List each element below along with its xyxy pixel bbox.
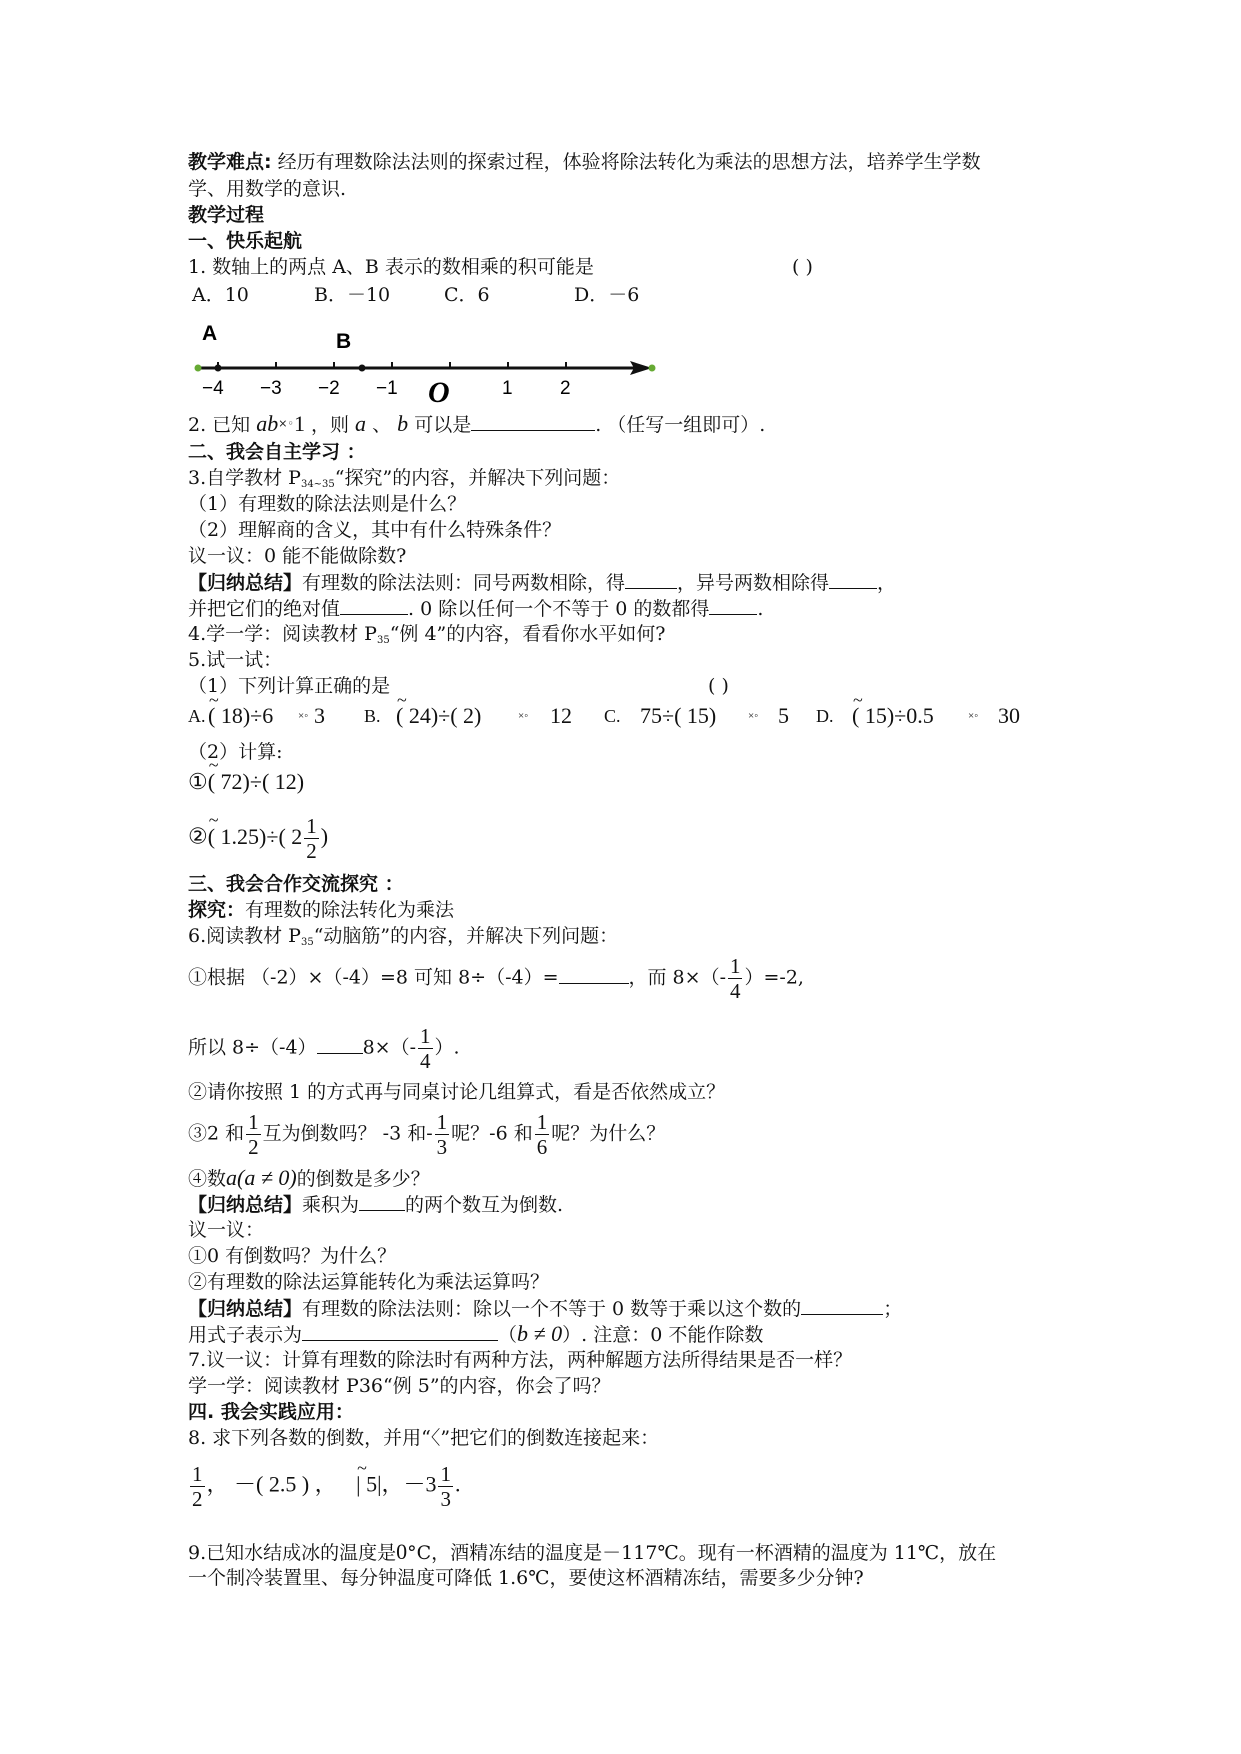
question-8-numbers <box>188 1462 460 1518</box>
explore-text: 有理数的除法转化为乘法 <box>245 899 455 921</box>
goal-line-2: 学、用数学的意识. <box>188 178 347 200</box>
tick-label--3: −3 <box>260 378 282 399</box>
summary-3-blank-1[interactable] <box>801 1296 883 1315</box>
question-2 <box>188 412 765 437</box>
row-1-numerator: 1 <box>729 954 741 978</box>
summary-1-line-2 <box>188 596 763 621</box>
row-2-fraction <box>418 1024 433 1073</box>
question-7: 7.议一议：计算有理数的除法时有两种方法，两种解题方法所得结果是否一样？ <box>188 1349 853 1371</box>
q8-fraction-1 <box>190 1462 205 1511</box>
q8-abs-value: 5 <box>366 1471 378 1497</box>
q9-zero: 0 <box>396 1539 408 1564</box>
row-5-expr: a(a ≠ 0) <box>226 1165 297 1190</box>
row-4-f3-denominator: 6 <box>536 1135 548 1159</box>
question-6 <box>188 924 618 955</box>
question-5-1-answer-paren: ( ) <box>708 675 729 697</box>
q8-abs-bar-left: ~ | <box>356 1472 360 1497</box>
summary-1-text-a: 有理数的除法法则：同号两数相除，得 <box>302 572 626 594</box>
q5-option-c-rhs: 5 <box>778 703 789 728</box>
explore-line <box>188 898 454 922</box>
q5-option-b-expr: ~ ( 24)÷( 2) <box>396 704 481 728</box>
section-4-title: 四. 我会实践应用： <box>188 1401 354 1423</box>
q9-text-a: 9.已知水结成冰的温度是 <box>188 1542 397 1564</box>
q9-text-b: °C，酒精冻结的温度是－117℃。现有一杯酒精的温度为 11℃，放在 <box>407 1542 997 1564</box>
summary-3-text-c: 用式子表示为 <box>188 1324 303 1346</box>
summary-2-label: 【归纳总结】 <box>188 1194 303 1216</box>
row-2-text-a: 所以 8÷（-4） <box>188 1036 317 1059</box>
question-9-line-2: 一个制冷装置里、每分钟温度可降低 1.6℃，要使这杯酒精冻结，需要多少分钟? <box>188 1567 864 1589</box>
question-6-prefix: 6.阅读教材 P <box>188 925 301 947</box>
row-2-numerator: 1 <box>420 1024 431 1048</box>
calc-2-denominator: 2 <box>306 839 317 863</box>
option-a: A．10 <box>192 284 249 306</box>
point-a-label: A <box>202 322 218 345</box>
question-3-2: （2）理解商的含义，其中有什么特殊条件？ <box>188 519 562 541</box>
summary-1-blank-1[interactable] <box>625 570 677 589</box>
row-4-fraction-3 <box>535 1110 550 1159</box>
question-3-prefix: 3.自学教材 P <box>188 467 301 489</box>
question-9-line-1 <box>188 1540 996 1565</box>
row-4-fraction-1 <box>246 1110 261 1159</box>
q8-text-a: ， －( 2.5 ) ， <box>206 1471 337 1497</box>
row-4-f1-numerator: 1 <box>248 1110 259 1134</box>
question-7-learn: 学一学：阅读教材 P36“例 5”的内容，你会了吗？ <box>188 1375 611 1397</box>
summary-3-label: 【归纳总结】 <box>188 1298 303 1320</box>
process-title: 教学过程 <box>188 204 265 226</box>
section-3-title: 三、我会合作交流探究 ： <box>188 873 404 895</box>
question-3-pages: 34~35 <box>300 479 335 490</box>
calc-2 <box>188 814 328 870</box>
question-2-tail: . （任写一组即可）. <box>595 414 766 436</box>
row-4-f1-denominator: 2 <box>248 1135 259 1159</box>
summary-3-text-d: （ <box>498 1324 518 1346</box>
row-4-f3-numerator: 1 <box>536 1110 548 1134</box>
row-4-text-a: ③2 和 <box>188 1122 245 1145</box>
summary-2-blank[interactable] <box>359 1192 405 1211</box>
row-4-text-b: 互为倒数吗？ -3 和- <box>262 1122 433 1145</box>
option-b: B．－10 <box>314 284 391 306</box>
tick-label--1: −1 <box>376 378 398 399</box>
number-line-end-dot <box>649 365 656 372</box>
q5-option-d-expr: ~ ( 15)÷0.5 <box>852 704 934 728</box>
row-1-text-b: ，而 8×（- <box>628 966 726 989</box>
discuss-2: 议一议： <box>188 1219 265 1241</box>
q5-option-a-rhs: 3 <box>314 703 325 728</box>
summary-3-text-b: ； <box>883 1298 903 1320</box>
question-2-mid: ，则 <box>310 414 349 436</box>
option-d: D．－6 <box>574 284 640 306</box>
calc-2-expr: ~ ( 1.25)÷( 2 <box>208 824 303 849</box>
goal-line-1 <box>188 150 981 174</box>
question-6-row-3: ②请你按照 1 的方式再与同桌讨论几组算式，看是否依然成立？ <box>188 1081 726 1103</box>
option-c: C．6 <box>444 284 490 306</box>
summary-2-text-b: 的两个数互为倒数. <box>405 1194 564 1216</box>
question-5-2: （2）计算: <box>188 741 283 763</box>
tick-label-origin: O <box>428 376 450 409</box>
row-2-text-c: ）. <box>434 1036 460 1059</box>
number-line-start-dot <box>195 365 202 372</box>
q5-option-c-label: C. <box>604 706 621 726</box>
summary-3-blank-2[interactable] <box>302 1322 498 1341</box>
row-2-text-b: 8×（- <box>362 1036 416 1059</box>
q5-option-d-label: D. <box>816 706 834 726</box>
row-1-blank[interactable] <box>559 965 629 984</box>
summary-3-text-a: 有理数的除法法则：除以一个不等于 0 数等于乘以这个数的 <box>302 1298 802 1320</box>
q8-text-d: . <box>454 1471 461 1497</box>
section-1-title: 一、快乐起航 <box>188 230 303 252</box>
discuss-2-item-1: ①0 有倒数吗？为什么？ <box>188 1245 397 1267</box>
summary-2-text-a: 乘积为 <box>302 1194 360 1216</box>
question-8: 8. 求下列各数的倒数，并用“〈”把它们的倒数连接起来： <box>188 1427 660 1449</box>
discuss-1: 议一议：0 能不能做除数? <box>188 545 407 567</box>
question-1 <box>188 255 813 279</box>
q5-option-c-symbol: ×◦ <box>748 710 759 722</box>
summary-1-label: 【归纳总结】 <box>188 572 303 594</box>
q8-f2-numerator: 1 <box>440 1462 451 1486</box>
question-5-1-text: （1）下列计算正确的是 <box>188 675 391 697</box>
question-2-rel: 1 <box>293 411 305 436</box>
row-1-text-a: ①根据 （-2）×（-4）=8 可知 8÷（-4）= <box>188 966 559 989</box>
point-b-label: B <box>336 330 352 353</box>
question-2-comma: 、 <box>372 414 392 436</box>
summary-1-text-c: ， <box>877 572 897 594</box>
q5-option-d-symbol: ×◦ <box>968 710 979 722</box>
tick-label-2: 2 <box>560 378 571 399</box>
calc-2-close: ) <box>320 823 329 849</box>
q8-f1-numerator: 1 <box>192 1462 203 1486</box>
question-2-ab: ab <box>256 411 279 436</box>
q5-option-b-rhs: 12 <box>550 703 572 728</box>
row-1-denominator: 4 <box>729 979 741 1003</box>
q5-option-a-label: A. <box>188 706 206 726</box>
row-1-text-c: ）=-2, <box>744 966 804 989</box>
summary-1-blank-3[interactable] <box>340 596 408 615</box>
row-4-fraction-2 <box>435 1110 450 1159</box>
section-2-title: 二、我会自主学习 ： <box>188 441 366 463</box>
q8-text-c: ，－3 <box>381 1471 437 1497</box>
question-3-1: （1）有理数的除法法则是什么？ <box>188 493 467 515</box>
calc-2-numerator: 1 <box>306 814 317 838</box>
q8-f2-denominator: 3 <box>440 1487 451 1511</box>
row-4-f2-denominator: 3 <box>436 1135 448 1159</box>
q5-option-c-expr: 75÷( 15) <box>640 703 717 728</box>
summary-1-blank-4[interactable] <box>709 596 757 615</box>
question-2-a: a <box>355 411 367 436</box>
row-5-text-a: ④数 <box>188 1168 227 1190</box>
goal-text-1: 经历有理数除法法则的探索过程，体验将除法转化为乘法的思想方法，培养学生学数 <box>277 151 981 173</box>
tick-label--4: −4 <box>202 378 224 399</box>
question-2-prefix: 2. 已知 <box>188 414 251 436</box>
question-5: 5.试一试： <box>188 649 283 671</box>
question-6-suffix: “动脑筋”的内容，并解决下列问题： <box>313 925 619 947</box>
summary-1-blank-2[interactable] <box>829 570 877 589</box>
q8-fraction-2 <box>438 1462 453 1511</box>
row-2-blank[interactable] <box>317 1035 363 1054</box>
calc-2-mark: ② <box>188 823 208 849</box>
summary-1-text-f: . <box>757 598 764 620</box>
point-b-dot <box>359 365 366 372</box>
q8-abs-bar-right: | <box>377 1471 382 1497</box>
row-5-text-b: 的倒数是多少？ <box>296 1168 430 1190</box>
question-3-suffix: “探究”的内容，并解决下列问题： <box>334 467 621 489</box>
discuss-2-item-2: ②有理数的除法运算能转化为乘法运算吗？ <box>188 1271 550 1293</box>
question-6-row-5 <box>188 1166 430 1191</box>
q5-option-b-label: B. <box>364 706 381 726</box>
summary-3-line-2 <box>188 1322 763 1347</box>
number-line <box>190 318 660 418</box>
question-4-page: 35 <box>376 635 390 646</box>
calc-1-expr: ~ ( 72)÷( 12) <box>208 769 304 794</box>
question-2-symbol: ×◦ <box>278 417 294 430</box>
q5-option-a-expr: ~ ( 18)÷6 <box>208 704 273 728</box>
row-1-fraction <box>728 954 743 1003</box>
question-4-suffix: “例 4”的内容，看看你水平如何? <box>389 623 666 645</box>
row-4-text-c: 呢？-6 和 <box>451 1122 533 1145</box>
q8-f1-denominator: 2 <box>192 1487 203 1511</box>
row-2-denominator: 4 <box>420 1049 431 1073</box>
question-6-row-1 <box>188 954 804 1003</box>
point-a-dot <box>215 365 222 372</box>
question-2-b: b <box>397 411 409 436</box>
question-6-page: 35 <box>300 937 314 948</box>
question-1-text: 1. 数轴上的两点 A、B 表示的数相乘的积可能是 <box>188 256 594 278</box>
question-6-row-2 <box>188 1024 460 1073</box>
question-4-prefix: 4.学一学：阅读教材 P <box>188 623 377 645</box>
summary-3-text-e: ）. 注意：0 不能作除数 <box>562 1324 764 1346</box>
calc-2-fraction <box>304 814 319 863</box>
q5-option-d-rhs: 30 <box>998 703 1020 728</box>
calc-1 <box>188 770 304 794</box>
summary-3-line-1 <box>188 1296 902 1321</box>
tick-label--2: −2 <box>318 378 340 399</box>
q5-option-a-symbol: ×◦ <box>298 710 309 722</box>
summary-3-condition: b ≠ 0 <box>517 1321 563 1346</box>
summary-1-line-1 <box>188 570 896 595</box>
tick-label-1: 1 <box>502 378 513 399</box>
summary-2 <box>188 1192 563 1217</box>
calc-1-mark: ① <box>188 769 208 794</box>
goal-label: 教学难点: <box>188 151 272 173</box>
question-6-row-4 <box>188 1110 665 1159</box>
row-4-f2-numerator: 1 <box>436 1110 448 1134</box>
question-2-blank[interactable] <box>471 412 595 431</box>
row-4-text-d: 呢？为什么？ <box>551 1122 666 1145</box>
question-2-suffix: 可以是 <box>414 414 472 436</box>
question-1-answer-paren: ( ) <box>792 256 813 278</box>
summary-1-text-e: . 0 除以任何一个不等于 0 的数都得 <box>408 598 710 620</box>
summary-1-text-b: ，异号两数相除得 <box>677 572 830 594</box>
q5-option-b-symbol: ×◦ <box>518 710 529 722</box>
summary-1-text-d: 并把它们的绝对值 <box>188 598 341 620</box>
explore-label: 探究： <box>188 899 246 921</box>
